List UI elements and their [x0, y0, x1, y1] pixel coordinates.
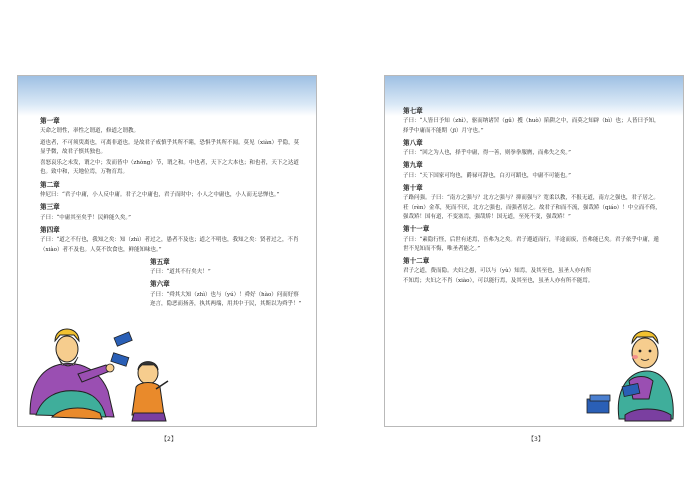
- paragraph: 仲尼曰：“君子中庸，小人反中庸。君子之中庸也，君子而时中；小人之中庸也，小人而无忌惮也。”: [40, 192, 280, 199]
- paragraph: 子路问强。子曰：“南方之强与？北方之强与？抑而强与？宽柔以教，不报无道，南方之强也，君子居之。衽（rèn）金革，死而不厌，北方之强也，而强者居之。故君子和而不流，强哉矫（qiáo）！中立而不倚，强哉矫！国有道，不变塞焉，强哉矫！国无道，至死不变，强哉矫！”: [403, 195, 661, 220]
- reading-scholar-illustration: [585, 319, 680, 423]
- chapter-title: 第九章: [403, 161, 423, 170]
- page-number: 【2】: [161, 436, 177, 443]
- header-band: [18, 76, 316, 116]
- paragraph: 天命之谓性，率性之谓道，修道之谓教。: [40, 128, 140, 135]
- right-page-text: [403, 104, 663, 288]
- chapter-title: 第六章: [150, 280, 170, 289]
- paragraph: 道也者，不可须臾离也，可离非道也。是故君子戒慎乎其所不睹，恐惧乎其所不闻。莫见（xiàn）乎隐，莫显乎微，故君子慎其独也。: [40, 139, 300, 155]
- paragraph: 子曰：“道其不行矣夫！”: [150, 269, 211, 276]
- left-page-text: [40, 114, 302, 311]
- paragraph: 子曰：“舜其大知（zhì）也与（yú）！舜好（hào）问而好察迩言，隐恶而扬善，执其两端，用其中于民，其斯以为舜乎！”: [150, 291, 302, 308]
- right-page: [384, 75, 684, 427]
- seated-sage-illustration: [22, 319, 134, 424]
- chapter-title: 第四章: [40, 225, 60, 234]
- paragraph: 喜怒哀乐之未发，谓之中；发而皆中（zhòng）节，谓之和。中也者，天下之大本也；和也者，天下之达道也。致中和，天地位焉，万物育焉。: [40, 160, 299, 176]
- chapter-title: 第七章: [403, 107, 423, 115]
- paragraph: 子曰：“天下国家可均也，爵禄可辞也，白刃可蹈也，中庸不可能也。”: [403, 172, 571, 179]
- paragraph: 君子之道，费而隐。夫妇之愚，可以与（yù）知焉，及其至也，虽圣人亦有所不知焉；夫妇之不肖（xiào），可以能行焉，及其至也，虽圣人亦有所不能焉。: [403, 268, 594, 284]
- paragraph: 子曰：“道之不行也，我知之矣：知（zhì）者过之，愚者不及也；道之不明也，我知之矣：贤者过之，不肖（xiào）者不及也。人莫不饮食也，鲜能知味也。”: [40, 237, 299, 253]
- paragraph: 子曰：“素隐行怪，后世有述焉，吾弗为之矣。君子遵道而行，半途而废，吾弗能已矣。君子依乎中庸，遁世不见知而不悔，唯圣者能之。”: [403, 236, 659, 252]
- chapter-title: 第十章: [403, 184, 423, 193]
- paragraph: 子曰：“回之为人也，择乎中庸，得一善，则拳拳服膺，而弗失之矣。”: [403, 150, 571, 157]
- paragraph: 子曰：“中庸其至矣乎！民鲜能久矣。”: [40, 214, 131, 221]
- chapter-title: 第八章: [403, 138, 423, 147]
- chapter-title: 第三章: [40, 203, 60, 212]
- chapter-title: 第十一章: [403, 225, 430, 234]
- chapter-title: 第一章: [40, 117, 60, 125]
- chapter-title: 第五章: [150, 257, 170, 266]
- page-number: 【3】: [528, 436, 544, 443]
- left-page: [17, 75, 317, 427]
- paragraph: 子曰：“人皆曰予知（zhì），驱而纳诸罟（gǔ）擭（huò）陷阱之中，而莫之知辟（bì）也；人皆曰予知，择乎中庸而不能期（jī）月守也。”: [403, 118, 660, 134]
- chapter-title: 第二章: [40, 180, 60, 189]
- boy-illustration: [126, 359, 172, 423]
- chapter-title: 第十二章: [403, 257, 430, 266]
